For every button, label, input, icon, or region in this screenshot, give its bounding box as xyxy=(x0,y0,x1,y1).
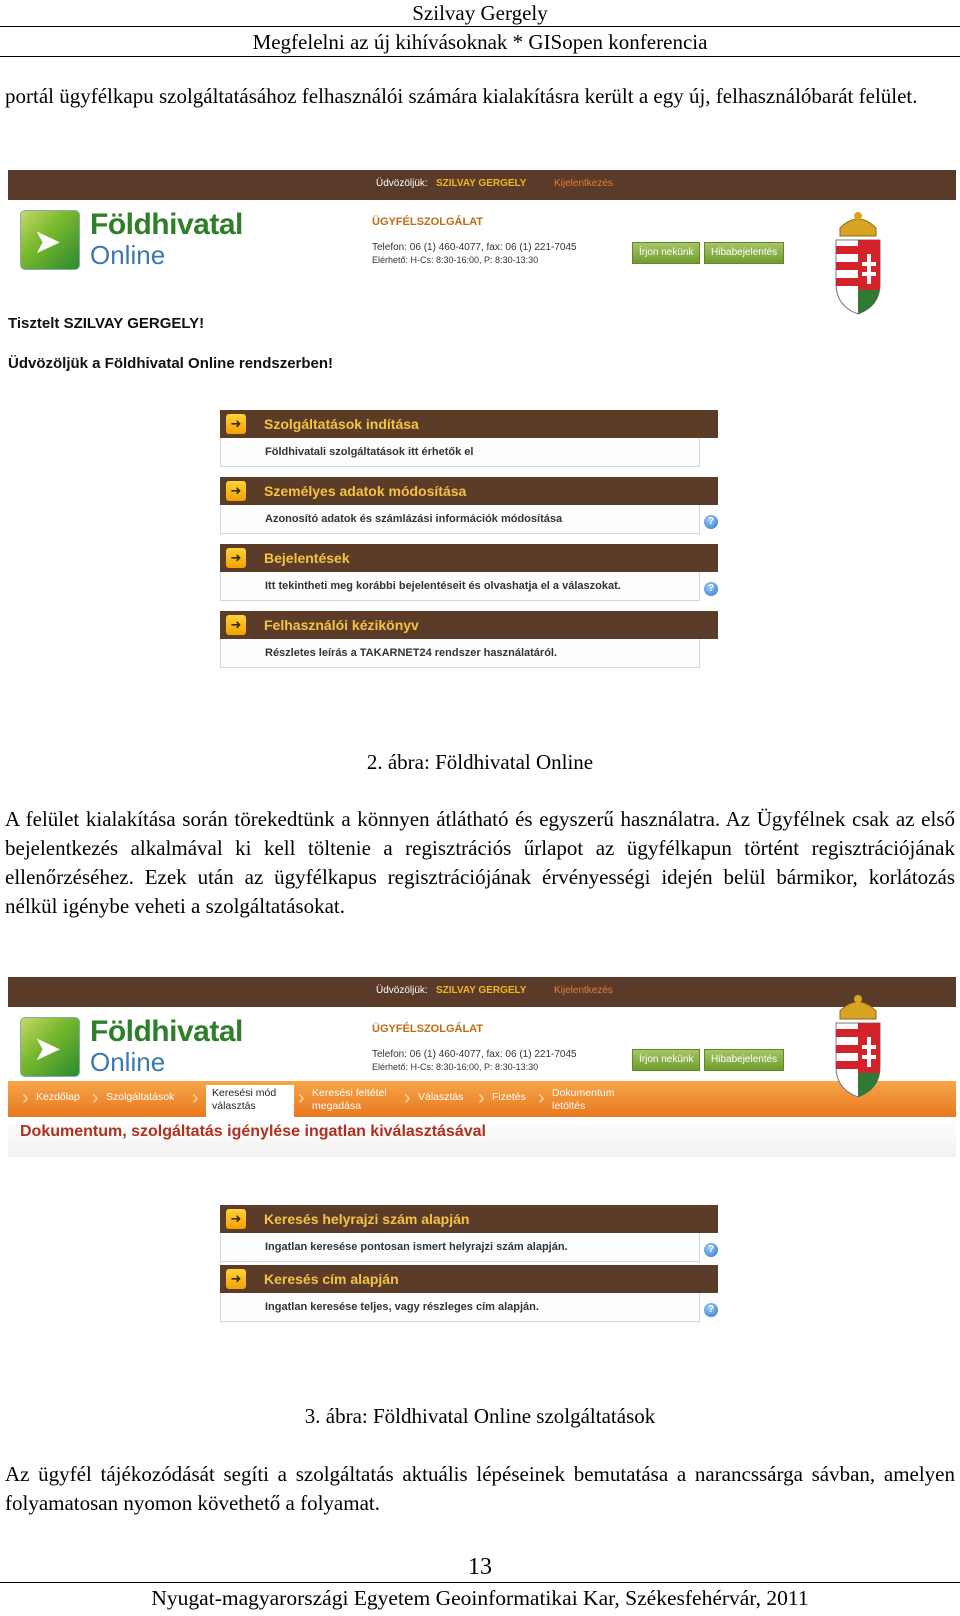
menu-item-title[interactable]: Bejelentések xyxy=(264,550,350,566)
chevron-right-icon: › xyxy=(92,1087,99,1109)
welcome-label: Üdvözöljük: xyxy=(376,178,428,189)
search-option-title[interactable]: Keresés helyrajzi szám alapján xyxy=(264,1211,470,1227)
arrow-right-icon: ➜ xyxy=(226,1269,246,1289)
paragraph-1: portál ügyfélkapu szolgáltatásához felhasználói számára kialakításra került a egy új, felhasználóbarát felület. xyxy=(5,84,918,108)
greeting-line-1: Tisztelt SZILVAY GERGELY! xyxy=(8,315,205,332)
arrow-right-icon: ➜ xyxy=(226,1209,246,1229)
chevron-right-icon: › xyxy=(192,1087,199,1109)
foldhivatal-logo-icon: ➤ xyxy=(20,210,80,270)
search-option-title[interactable]: Keresés cím alapján xyxy=(264,1271,399,1287)
help-icon[interactable]: ? xyxy=(704,1243,718,1257)
arrow-right-icon: ➜ xyxy=(226,414,246,434)
top-bar xyxy=(8,170,956,200)
logout-link[interactable]: Kijelentkezés xyxy=(554,985,613,996)
phone-info: Telefon: 06 (1) 460-4077, fax: 06 (1) 221-7045 xyxy=(372,1049,577,1060)
user-name: SZILVAY GERGELY xyxy=(436,178,527,189)
figure-3-screenshot xyxy=(8,977,956,1361)
phone-info: Telefon: 06 (1) 460-4077, fax: 06 (1) 221-7045 xyxy=(372,242,577,253)
bug-report-button[interactable]: Hibabejelentés xyxy=(704,242,784,264)
document-title: Dokumentum, szolgáltatás igénylése ingatlan kiválasztásával xyxy=(20,1123,486,1140)
header-rule-top xyxy=(0,26,960,27)
menu-item-title[interactable]: Szolgáltatások indítása xyxy=(264,416,419,432)
page-number: 13 xyxy=(468,1554,492,1580)
chevron-right-icon: › xyxy=(478,1087,485,1109)
menu-item-title[interactable]: Felhasználói kézikönyv xyxy=(264,617,419,633)
progress-nav-bar xyxy=(8,1081,956,1117)
chevron-right-icon: › xyxy=(298,1087,305,1109)
hours-info: Elérhető: H-Cs: 8:30-16:00, P: 8:30-13:30 xyxy=(372,1062,539,1072)
logo-subtitle: Online xyxy=(90,240,166,270)
site-header xyxy=(8,200,956,274)
top-bar xyxy=(8,977,956,1007)
site-header xyxy=(8,1007,956,1081)
nav-step-download[interactable]: Dokumentum letöltés xyxy=(552,1087,615,1112)
figure-2-caption: 2. ábra: Földhivatal Online xyxy=(366,750,594,774)
help-icon[interactable]: ? xyxy=(704,1303,718,1317)
figure-2-screenshot xyxy=(8,170,956,716)
paragraph-3: Az ügyfél tájékozódását segíti a szolgáltatás aktuális lépéseinek bemutatása a narancssárga sávban, amelyen folyamatosan nyomon követhető a folyamat. xyxy=(5,1462,955,1515)
arrow-right-icon: ➜ xyxy=(226,615,246,635)
service-title: ÜGYFÉLSZOLGÁLAT xyxy=(372,1023,484,1035)
figure-3-caption: 3. ábra: Földhivatal Online szolgáltatások xyxy=(304,1404,656,1428)
coat-of-arms-icon xyxy=(830,989,886,1099)
chevron-right-icon: › xyxy=(538,1087,545,1109)
nav-step-search-mode-active[interactable]: Keresési mód választás xyxy=(206,1085,294,1117)
logout-link[interactable]: Kijelentkezés xyxy=(554,178,613,189)
menu-item-desc: Földhivatali szolgáltatások itt érhetők el xyxy=(265,446,474,458)
welcome-label: Üdvözöljük: xyxy=(376,985,428,996)
bug-report-button[interactable]: Hibabejelentés xyxy=(704,1049,784,1071)
foldhivatal-logo-icon: ➤ xyxy=(20,1017,80,1077)
arrow-right-icon: ➜ xyxy=(226,481,246,501)
paragraph-2: A felület kialakítása során törekedtünk a könnyen átlátható és egyszerű használatra. Az Ügyfélnek csak az első bejelentkezés alkalmával ki kell töltenie a regisztrációs űrlapot az ügyfélkapun történt regisztrációjának ellenőrzéséhez. Ezek után az ügyfélkapus regisztrációjának érvényességi idején belül bármikor, korlátozás nélkül igénybe veheti a szolgáltatásokat. xyxy=(5,807,955,918)
help-icon[interactable]: ? xyxy=(704,515,718,529)
nav-step-services[interactable]: Szolgáltatások xyxy=(106,1091,175,1103)
page-header-subtitle: Megfelelni az új kihívásoknak * GISopen konferencia xyxy=(252,30,708,54)
logo-title: Földhivatal xyxy=(90,1015,243,1048)
write-us-button[interactable]: Írjon nekünk xyxy=(632,242,700,264)
hours-info: Elérhető: H-Cs: 8:30-16:00, P: 8:30-13:30 xyxy=(372,255,539,265)
search-option-desc: Ingatlan keresése teljes, vagy részleges cím alapján. xyxy=(265,1301,539,1313)
nav-step-home[interactable]: Kezdőlap xyxy=(36,1091,80,1103)
user-name: SZILVAY GERGELY xyxy=(436,985,527,996)
search-option-desc: Ingatlan keresése pontosan ismert helyrajzi szám alapján. xyxy=(265,1241,568,1253)
service-title: ÜGYFÉLSZOLGÁLAT xyxy=(372,216,484,228)
nav-step-pay[interactable]: Fizetés xyxy=(492,1091,526,1103)
arrow-right-icon: ➜ xyxy=(226,548,246,568)
nav-step-criteria[interactable]: Keresési feltétel megadása xyxy=(312,1087,387,1112)
menu-item-title[interactable]: Személyes adatok módosítása xyxy=(264,483,467,499)
page-footer: Nyugat-magyarországi Egyetem Geoinformatikai Kar, Székesfehérvár, 2011 xyxy=(151,1586,809,1610)
menu-item-desc: Részletes leírás a TAKARNET24 rendszer használatáról. xyxy=(265,647,558,659)
logo-subtitle: Online xyxy=(90,1047,166,1077)
header-rule-bottom xyxy=(0,56,960,57)
chevron-right-icon: › xyxy=(404,1087,411,1109)
greeting-line-2: Üdvözöljük a Földhivatal Online rendszerben! xyxy=(8,355,334,372)
menu-item-desc: Azonosító adatok és számlázási információk módosítása xyxy=(265,513,563,525)
nav-step-select[interactable]: Választás xyxy=(418,1091,464,1103)
menu-item-desc: Itt tekintheti meg korábbi bejelentéseit és olvashatja el a válaszokat. xyxy=(265,580,621,592)
write-us-button[interactable]: Írjon nekünk xyxy=(632,1049,700,1071)
page-header-author: Szilvay Gergely xyxy=(412,1,548,25)
chevron-right-icon: › xyxy=(22,1087,29,1109)
footer-rule xyxy=(0,1582,960,1583)
coat-of-arms-icon xyxy=(830,206,886,316)
help-icon[interactable]: ? xyxy=(704,582,718,596)
logo-title: Földhivatal xyxy=(90,208,243,241)
